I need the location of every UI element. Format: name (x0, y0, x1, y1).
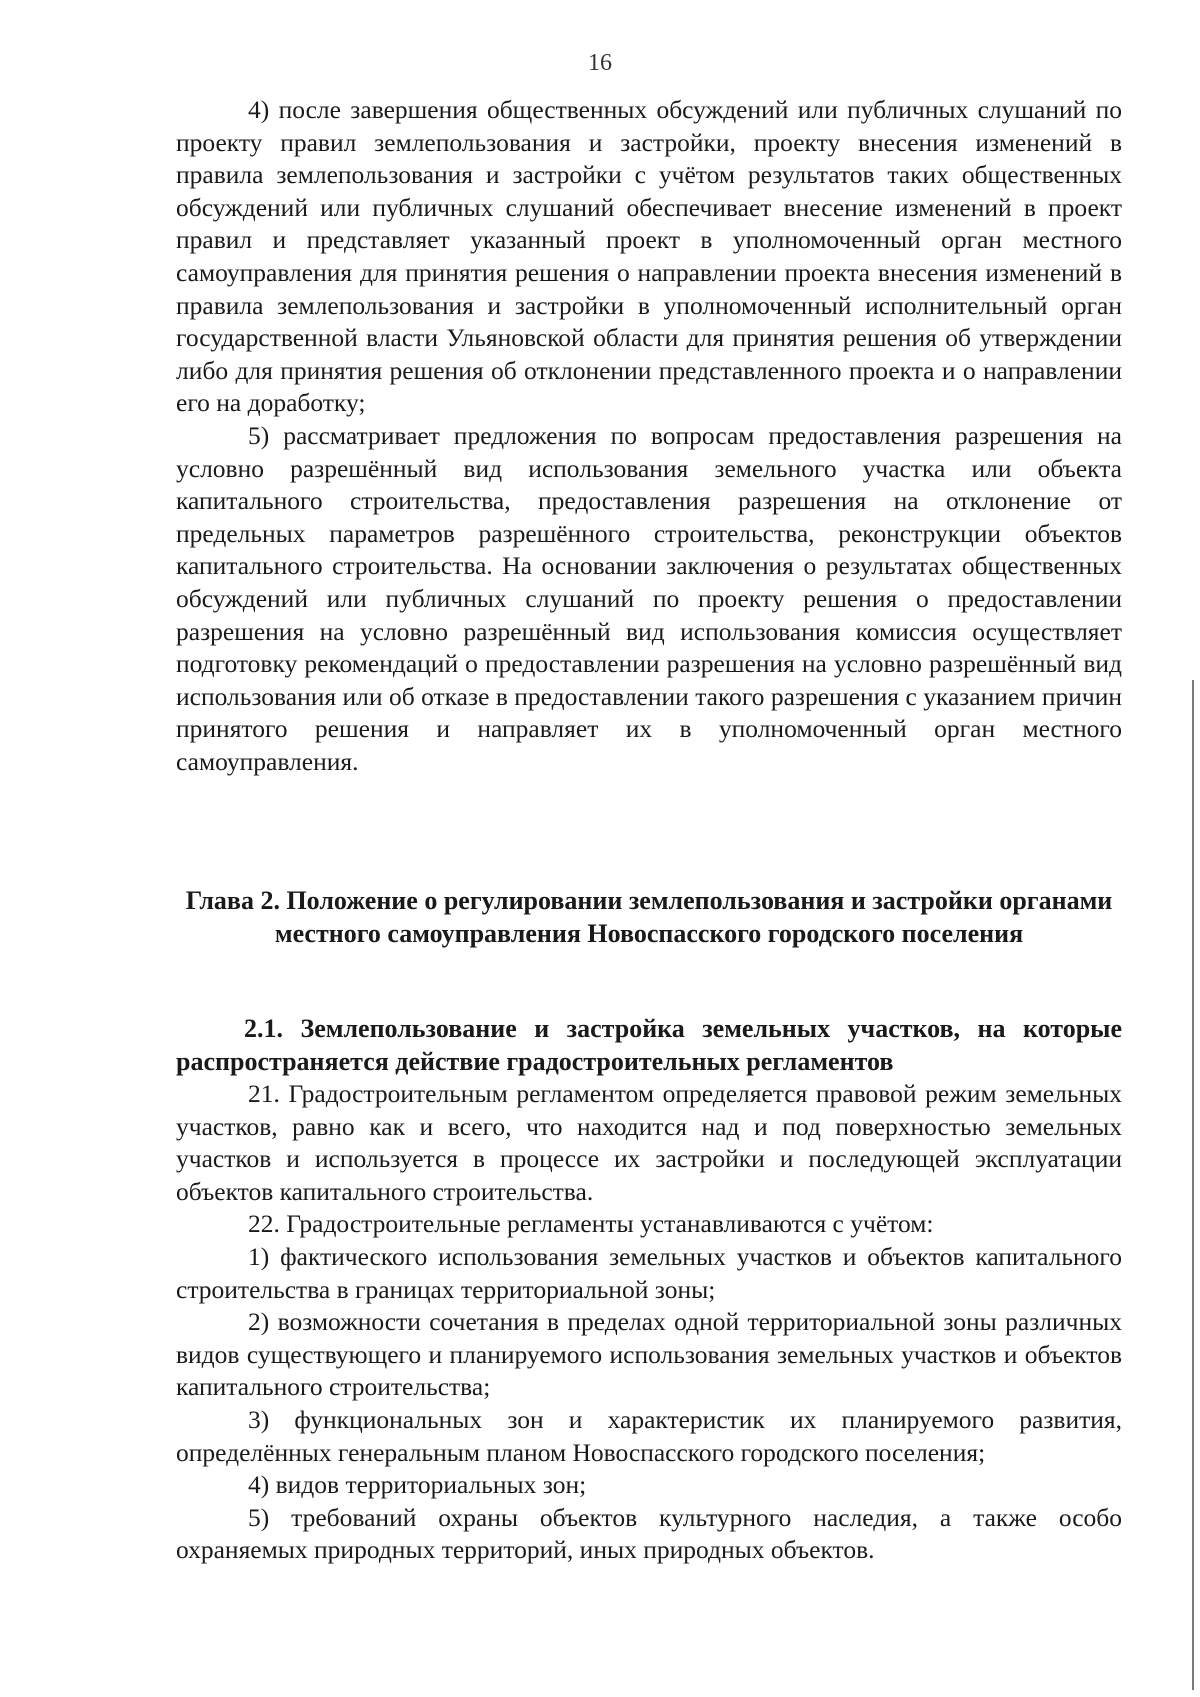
paragraph-list-item-3: 3) функциональных зон и характеристик их планируемого развития, определённых генеральным планом Новоспасского городского поселения; (176, 1404, 1122, 1467)
paragraph-clause-21: 21. Градостроительным регламентом определяется правовой режим земельных участков, равно как и всего, что находится над и под поверхностью земельных участков и используется в процессе их застройки и последующей эксплуатации объектов капитального строительства. (176, 1079, 1122, 1206)
paragraph-list-item-4: 4) видов территориальных зон; (248, 1470, 587, 1500)
paragraph-list-item-5: 5) требований охраны объектов культурного наследия, а также особо охраняемых природных территорий, иных природных объектов. (176, 1502, 1122, 1565)
paragraph-block-bottom (176, 1078, 1122, 1567)
chapter-title: Глава 2. Положение о регулировании землепользования и застройки органами местного самоуправления Новоспасского городского поселения (185, 886, 1113, 948)
paragraph-list-item-2: 2) возможности сочетания в пределах одной территориальной зоны различных видов существующего и планируемого использования земельных участков и объектов капитального строительства; (176, 1307, 1122, 1402)
paragraph-item-4: 4) после завершения общественных обсуждений или публичных слушаний по проекту правил землепользования и застройки, проекту внесения изменений в правила землепользования и застройки с учётом результатов таких общественных обсуждений или публичных слушаний обеспечивает внесение изменений в проект правил и представляет указанный проект в уполномоченный орган местного самоуправления для принятия решения о направлении проекта внесения изменений в правила землепользования и застройки в уполномоченный исполнительный орган государственной власти Ульяновской области для принятия решения об утверждении либо для принятия решения об отклонении представленного проекта и о направлении его на доработку; (176, 95, 1122, 418)
section-title: 2.1. Землепользование и застройка земельных участков, на которые распространяется действие градостроительных регламентов (176, 1014, 1122, 1076)
scan-edge-line (1192, 680, 1194, 1690)
paragraph-list-item-1: 1) фактического использования земельных участков и объектов капитального строительства в границах территориальной зоны; (176, 1241, 1122, 1304)
paragraph-clause-22: 22. Градостроительные регламенты устанавливаются с учётом: (248, 1209, 934, 1239)
paragraph-item-5: 5) рассматривает предложения по вопросам предоставления разрешения на условно разрешённый вид использования земельного участка или объекта капитального строительства, предоставления разрешения на отклонение от предельных параметров разрешённого строительства, реконструкции объектов капитального строительства. На основании заключения о результатах общественных обсуждений или публичных слушаний по проекту решения о предоставлении разрешения на условно разрешённый вид использования комиссия осуществляет подготовку рекомендаций о предоставлении разрешения на условно разрешённый вид использования или об отказе в предоставлении такого разрешения с указанием причин принятого решения и направляет их в уполномоченный орган местного самоуправления. (176, 420, 1122, 776)
page-number: 16 (588, 50, 612, 76)
paragraph-block-top (176, 94, 1122, 778)
